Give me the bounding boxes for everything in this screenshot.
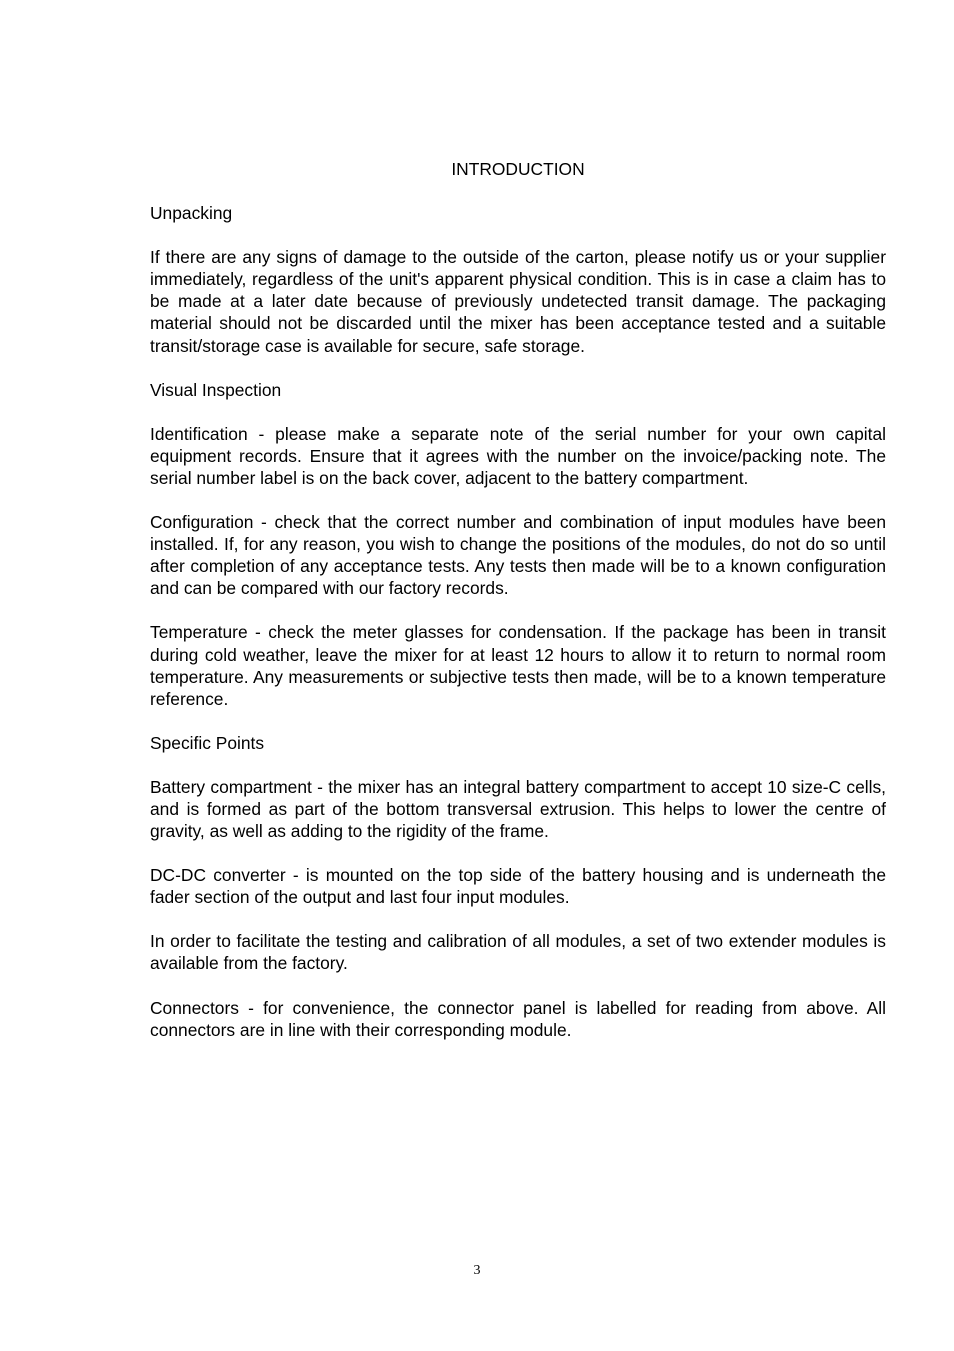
- document-page: [150, 158, 886, 1063]
- paragraph-temperature: Temperature - check the meter glasses for condensation. If the package has been in transit during cold weather, leave the mixer for at least 12 hours to allow it to return to normal room temperature. Any measurements or subjective tests then made, will be to a known temperature reference.: [150, 622, 886, 709]
- paragraph-unpacking: If there are any signs of damage to the outside of the carton, please notify us or your supplier immediately, regardless of the unit's apparent physical condition. This is in case a claim has to be made at a later date because of previously undetected transit damage. The packaging material should not be discarded until the mixer has been acceptance tested and a suitable transit/storage case is available for secure, safe storage.: [150, 247, 886, 356]
- section-heading-visual-inspection: Visual Inspection: [150, 379, 282, 400]
- paragraph-identification: Identification - please make a separate note of the serial number for your own capital equipment records. Ensure that it agrees with the number on the invoice/packing note. The serial number label is on the back cover, adjacent to the battery compartment.: [150, 423, 886, 488]
- paragraph-configuration: Configuration - check that the correct number and combination of input modules have been installed. If, for any reason, you wish to change the positions of the modules, do not do so until after completion of any acceptance tests. Any tests then made will be to a known configuration and can be compared with our factory records.: [150, 512, 886, 599]
- page-number: 3: [473, 1263, 481, 1278]
- page-title: INTRODUCTION: [451, 159, 585, 179]
- section-heading-specific-points: Specific Points: [150, 732, 265, 753]
- section-heading-unpacking: Unpacking: [150, 203, 233, 224]
- paragraph-dc-dc-converter: DC-DC converter - is mounted on the top side of the battery housing and is underneath the fader section of the output and last four input modules.: [150, 865, 886, 908]
- paragraph-battery-compartment: Battery compartment - the mixer has an integral battery compartment to accept 10 size-C cells, and is formed as part of the bottom transversal extrusion. This helps to lower the centre of gravity, as well as adding to the rigidity of the frame.: [150, 776, 886, 842]
- paragraph-connectors: Connectors - for convenience, the connector panel is labelled for reading from above. All connectors are in line with their corresponding module.: [150, 997, 886, 1040]
- paragraph-extender-modules: In order to facilitate the testing and calibration of all modules, a set of two extender modules is available from the factory.: [150, 931, 886, 974]
